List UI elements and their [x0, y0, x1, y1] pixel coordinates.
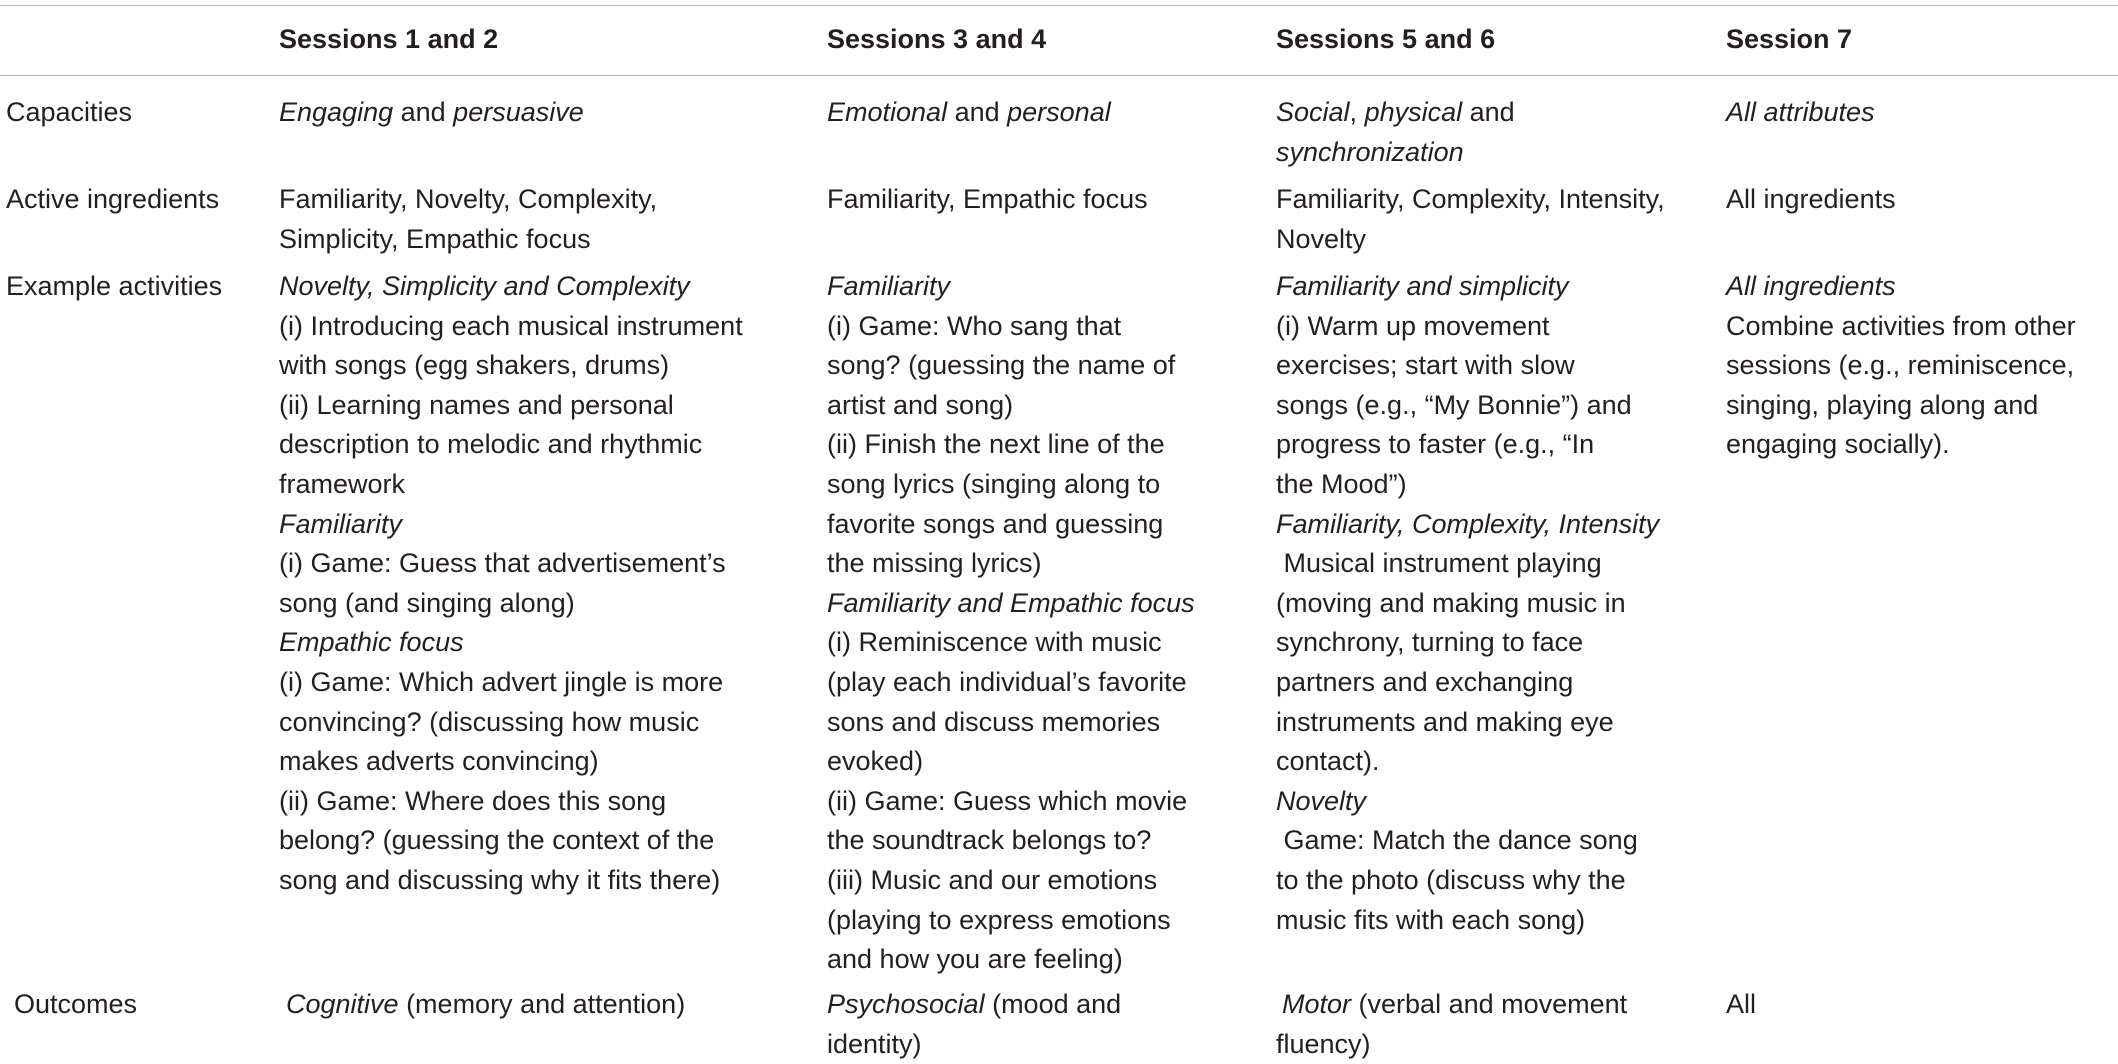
examples-s56	[1276, 267, 1659, 940]
activity-item	[279, 386, 743, 505]
capacities-s12-a: Engaging	[279, 97, 394, 127]
activity-line: contact).	[1276, 746, 1380, 777]
activity-line: Game: Match the dance song	[1276, 825, 1638, 856]
activity-line: exercises; start with slow	[1276, 350, 1575, 381]
activity-item	[827, 425, 1195, 583]
activity-line: with songs (egg shakers, drums)	[279, 350, 670, 381]
activity-line: song lyrics (singing along to	[827, 468, 1161, 499]
examples-s34	[827, 267, 1195, 980]
capacities-s56-e: synchronization	[1276, 136, 1464, 167]
activity-item	[827, 782, 1195, 861]
activity-item	[279, 544, 743, 623]
outcomes-s56-c: fluency)	[1276, 1028, 1371, 1059]
activity-heading	[279, 505, 743, 545]
activity-line: sessions (e.g., reminiscence,	[1726, 350, 2075, 381]
header-session-7: Session 7	[1726, 24, 1853, 54]
activity-line: (i) Game: Who sang that	[827, 310, 1122, 341]
activity-heading	[1726, 267, 2076, 307]
outcomes-s56	[1276, 985, 1628, 1064]
activity-line: (playing to express emotions	[827, 904, 1171, 935]
activity-line: engaging socially).	[1726, 429, 1950, 460]
row-label-outcomes: Outcomes	[14, 989, 138, 1019]
capacities-s56-a: Social	[1276, 97, 1350, 127]
activity-line: the Mood”)	[1276, 468, 1407, 499]
activity-item	[827, 861, 1195, 980]
cell-line: Simplicity, Empathic focus	[279, 223, 591, 254]
capacities-s34-b: and	[947, 97, 1008, 127]
activity-line: (i) Reminiscence with music	[827, 627, 1162, 658]
outcomes-s34	[827, 985, 1121, 1064]
activity-line: the soundtrack belongs to?	[827, 825, 1152, 856]
activity-line: description to melodic and rhythmic	[279, 429, 703, 460]
activity-heading	[1276, 505, 1659, 545]
activity-line: song and discussing why it fits there)	[279, 864, 721, 895]
activity-line: songs (e.g., “My Bonnie”) and	[1276, 389, 1632, 420]
activity-line: (i) Game: Which advert jingle is more	[279, 666, 724, 697]
activity-line: Familiarity and Empathic focus	[827, 587, 1195, 618]
activity-item	[1276, 544, 1659, 782]
capacities-s56-d: and	[1462, 97, 1515, 127]
activity-line: (ii) Finish the next line of the	[827, 429, 1165, 460]
activity-line: song? (guessing the name of	[827, 350, 1176, 381]
ingredients-s34	[827, 180, 1148, 220]
activity-line: music fits with each song)	[1276, 904, 1586, 935]
activity-line: (moving and making music in	[1276, 587, 1626, 618]
activity-line: Combine activities from other	[1726, 310, 2076, 341]
cell-line: Familiarity, Complexity, Intensity,	[1276, 184, 1665, 214]
activity-line: Novelty, Simplicity and Complexity	[279, 271, 690, 301]
examples-s12	[279, 267, 743, 901]
activity-line: Familiarity	[827, 271, 951, 301]
outcomes-s56-a: Motor	[1282, 989, 1352, 1019]
activity-item	[827, 623, 1195, 781]
capacities-s7: All attributes	[1726, 97, 1875, 127]
activity-line: Empathic focus	[279, 627, 464, 658]
examples-s7	[1726, 267, 2076, 465]
outcomes-s34-b: (mood and	[984, 989, 1122, 1019]
activity-line: and how you are feeling)	[827, 944, 1123, 975]
cell-line: Familiarity, Novelty, Complexity,	[279, 184, 658, 214]
ingredients-s56	[1276, 180, 1665, 259]
capacities-s12-b: and	[393, 97, 454, 127]
outcomes-s34-a: Psychosocial	[827, 989, 985, 1019]
header-sessions-5-6: Sessions 5 and 6	[1276, 24, 1496, 54]
outcomes-s56-b: (verbal and movement	[1351, 989, 1628, 1019]
capacities-s12-c: persuasive	[453, 97, 584, 127]
activity-line: makes adverts convincing)	[279, 746, 599, 777]
activity-line: song (and singing along)	[279, 587, 575, 618]
activity-line: Familiarity	[279, 508, 403, 539]
row-label-example-activities: Example activities	[6, 271, 223, 301]
activity-line: favorite songs and guessing	[827, 508, 1164, 539]
capacities-s56-b: ,	[1349, 97, 1365, 127]
activity-heading	[827, 267, 1195, 307]
cell-line: Familiarity, Empathic focus	[827, 184, 1148, 214]
header-sessions-1-2: Sessions 1 and 2	[279, 24, 499, 54]
activity-line: (i) Introducing each musical instrument	[279, 310, 743, 341]
activity-line: All ingredients	[1726, 271, 1896, 301]
capacities-s56	[1276, 93, 1515, 172]
activity-item	[827, 307, 1195, 426]
row-label-active-ingredients: Active ingredients	[6, 184, 220, 214]
activity-heading	[1276, 782, 1659, 822]
header-sessions-3-4: Sessions 3 and 4	[827, 24, 1047, 54]
capacities-s34-c: personal	[1007, 97, 1111, 127]
activity-line: singing, playing along and	[1726, 389, 2039, 420]
activity-line: Familiarity, Complexity, Intensity	[1276, 508, 1660, 539]
activity-line: (ii) Learning names and personal	[279, 389, 674, 420]
activity-line: the missing lyrics)	[827, 548, 1042, 579]
cell-line: All ingredients	[1726, 184, 1896, 214]
table-top-rule	[0, 5, 2118, 6]
row-label-capacities: Capacities	[6, 97, 133, 127]
capacities-s56-c: physical	[1364, 97, 1463, 127]
outcomes-s12-a: Cognitive	[286, 989, 399, 1019]
cell-line: Novelty	[1276, 223, 1367, 254]
activity-line: artist and song)	[827, 389, 1014, 420]
activity-item	[279, 663, 743, 782]
activity-line: progress to faster (e.g., “In	[1276, 429, 1595, 460]
outcomes-s34-c: identity)	[827, 1028, 922, 1059]
activity-line: Musical instrument playing	[1276, 548, 1602, 579]
capacities-s34-a: Emotional	[827, 97, 948, 127]
ingredients-s7	[1726, 180, 1896, 220]
activity-line: partners and exchanging	[1276, 666, 1574, 697]
outcomes-s7: All	[1726, 989, 1757, 1019]
activity-item	[279, 307, 743, 386]
activity-line: instruments and making eye	[1276, 706, 1614, 737]
activity-line: (play each individual’s favorite	[827, 666, 1187, 697]
activity-item	[1276, 821, 1659, 940]
activity-text	[1726, 307, 2076, 465]
activity-item	[1276, 307, 1659, 505]
activity-heading	[827, 584, 1195, 624]
activity-line: evoked)	[827, 746, 924, 777]
activity-line: sons and discuss memories	[827, 706, 1161, 737]
ingredients-s12	[279, 180, 657, 259]
activity-line: Familiarity and simplicity	[1276, 271, 1569, 301]
activity-heading	[279, 623, 743, 663]
activity-heading	[1276, 267, 1659, 307]
outcomes-s12	[286, 985, 685, 1025]
activity-heading	[279, 267, 743, 307]
activity-line: (i) Warm up movement	[1276, 310, 1550, 341]
activity-line: convincing? (discussing how music	[279, 706, 700, 737]
activity-line: (ii) Game: Guess which movie	[827, 785, 1188, 816]
activity-line: (i) Game: Guess that advertisement’s	[279, 548, 726, 579]
activity-item	[279, 782, 743, 901]
activity-line: framework	[279, 468, 406, 499]
capacities-s12	[279, 93, 584, 133]
activity-line: to the photo (discuss why the	[1276, 864, 1626, 895]
activity-line: (iii) Music and our emotions	[827, 864, 1158, 895]
outcomes-s12-b: (memory and attention)	[398, 989, 686, 1019]
activity-line: belong? (guessing the context of the	[279, 825, 715, 856]
activity-line: synchrony, turning to face	[1276, 627, 1584, 658]
capacities-s34	[827, 93, 1111, 133]
activity-line: (ii) Game: Where does this song	[279, 785, 667, 816]
activity-line: Novelty	[1276, 785, 1367, 816]
table-header-rule	[0, 75, 2118, 76]
